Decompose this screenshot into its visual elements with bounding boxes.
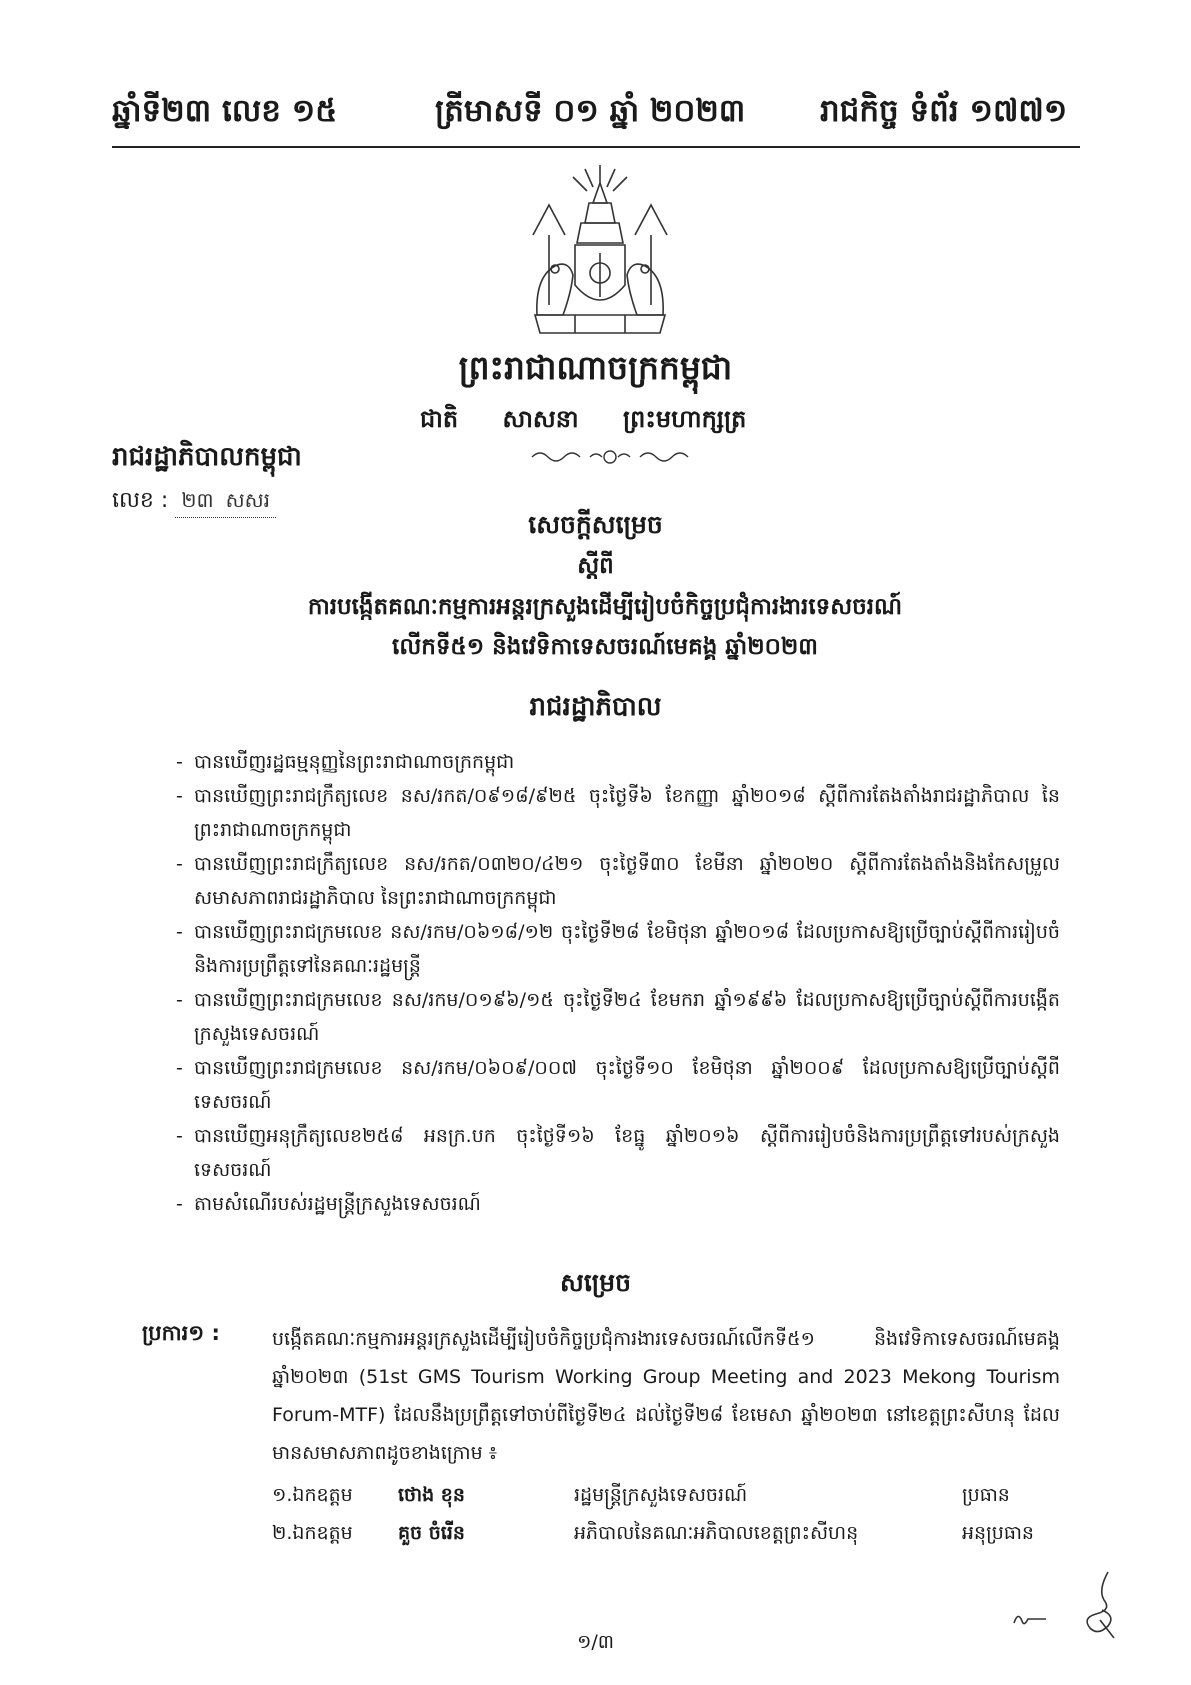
consideration-item: - បានឃើញរដ្ឋធម្មនុញ្ញនៃព្រះរាជាណាចក្រកម្ពុជា (180, 745, 1060, 779)
member-name: ថោង ខុន (398, 1484, 465, 1506)
decision-subject (160, 587, 1050, 667)
article-1-text: បង្កើតគណៈកម្មការអន្តរក្រសួងដើម្បីរៀបចំកិច្ចប្រជុំការងារទេសចរណ៍លើកទី៥១ និងវេទិកាទេសចរណ៍មេគង្គ ឆ្នាំ២០២៣ (51st GMS Tourism Working Group Meeting and 2023 Mekong Tourism Forum-MTF) ដែលនឹងប្រព្រឹត្តទៅចាប់ពីថ្ងៃទី២៤ ដល់ថ្ងៃទី២៨ ខែមេសា ឆ្នាំ២០២៣ នៅខេត្តព្រះសីហនុ ដែលមានសមាសភាពដូចខាងក្រោម ៖ (272, 1328, 1060, 1464)
motto-king: ព្រះមហាក្សត្រ (622, 405, 747, 433)
ornament-divider-icon (530, 447, 690, 467)
considerations-list (180, 745, 1060, 1221)
consideration-item: - បានឃើញអនុក្រឹត្យលេខ២៥៨ អនក្រ.បក ចុះថ្ងៃទី១៦ ខែធ្នូ ឆ្នាំ២០១៦ ស្តីពីការរៀបចំនិងការប្រព្រឹត្តទៅរបស់ក្រសួងទេសចរណ៍ (180, 1119, 1060, 1187)
consideration-item: - បានឃើញព្រះរាជក្រមលេខ នស/រកម/០៦១៨/១២ ចុះថ្ងៃទី២៨ ខែមិថុនា ឆ្នាំ២០១៨ ដែលប្រកាសឱ្យប្រើច្បាប់ស្តីពីការរៀបចំនិងការប្រព្រឹត្តទៅនៃគណៈរដ្ឋមន្ត្រី (180, 915, 1060, 983)
signature-mark-icon (1078, 1570, 1122, 1640)
member-position: អភិបាលនៃគណៈអភិបាលខេត្តព្រះសីហនុ (574, 1522, 859, 1544)
decides-heading: សម្រេច (560, 1268, 631, 1297)
motto-religion: សាសនា (502, 405, 579, 433)
member-role: ប្រធាន (962, 1484, 1010, 1506)
royal-coat-of-arms-emblem (515, 165, 685, 340)
member-row (272, 1476, 1062, 1514)
consideration-item: - តាមសំណើរបស់រដ្ឋមន្ត្រីក្រសួងទេសចរណ៍ (180, 1187, 1060, 1221)
national-motto (420, 404, 782, 439)
gazette-page: រាជកិច្ច ទំព័រ ១៧៧១ (820, 93, 1068, 129)
consideration-item: - បានឃើញព្រះរាជក្រឹត្យលេខ នស/រកត/០៩១៨/៩២៥ ចុះថ្ងៃទី៦ ខែកញ្ញា ឆ្នាំ២០១៨ ស្តីពីការតែងតាំងរាជរដ្ឋាភិបាល នៃព្រះរាជាណាចក្រកម្ពុជា (180, 779, 1060, 847)
page-number: ១/៣ (576, 1631, 615, 1653)
government-label: រាជរដ្ឋាភិបាលកម្ពុជា (112, 442, 302, 472)
gazette-year-issue: ឆ្នាំទី២៣ លេខ ១៥ (112, 93, 338, 129)
member-position: រដ្ឋមន្ត្រីក្រសួងទេសចរណ៍ (574, 1484, 748, 1506)
member-name: គួច ចំរើន (398, 1522, 465, 1544)
consideration-item: - បានឃើញព្រះរាជក្រមលេខ នស/រកម/០៦០៩/០០៧ ចុះថ្ងៃទី១០ ខែមិថុនា ឆ្នាំ២០០៩ ដែលប្រកាសឱ្យប្រើច្បាប់ស្តីពីទេសចរណ៍ (180, 1051, 1060, 1119)
issuing-authority: រាជរដ្ឋាភិបាល (529, 692, 662, 722)
initials-mark-icon (1010, 1605, 1050, 1635)
header-rule (112, 146, 1080, 148)
number-prefix: លេខ : (112, 488, 169, 513)
consideration-item: - បានឃើញព្រះរាជក្រឹត្យលេខ នស/រកត/០៣២០/៤២១ ចុះថ្ងៃទី៣០ ខែមីនា ឆ្នាំ២០២០ ស្តីពីការតែងតាំងនិងកែសម្រួលសមាសភាពរាជរដ្ឋាភិបាល នៃព្រះរាជាណាចក្រកម្ពុជា (180, 847, 1060, 915)
subject-line: លើកទី៥១ និងវេទិកាទេសចរណ៍មេគង្គ ឆ្នាំ២០២៣ (392, 634, 818, 660)
consideration-item: - បានឃើញព្រះរាជក្រមលេខ នស/រកម/០១៩៦/១៥ ចុះថ្ងៃទី២៤ ខែមករា ឆ្នាំ១៩៩៦ ដែលប្រកាសឱ្យប្រើច្បាប់ស្តីពីការបង្កើតក្រសួងទេសចរណ៍ (180, 983, 1060, 1051)
member-title: ១.ឯកឧត្តម (272, 1484, 353, 1506)
subject-word: ស្តីពី (577, 553, 614, 579)
member-title: ២.ឯកឧត្តម (272, 1522, 353, 1544)
number-value: ២៣ សសរ (175, 487, 276, 518)
member-row (272, 1514, 1062, 1552)
kingdom-title: ព្រះរាជាណាចក្រកម្ពុជា (458, 348, 733, 387)
decision-title: សេចក្តីសម្រេច (528, 510, 663, 539)
motto-nation: ជាតិ (420, 405, 459, 433)
member-role: អនុប្រធាន (962, 1522, 1034, 1544)
gazette-quarter: ត្រីមាសទី ០១ ឆ្នាំ ២០២៣ (435, 93, 746, 129)
subject-line: ការបង្កើតគណៈកម្មការអន្តរក្រសួងដើម្បីរៀបចំកិច្ចប្រជុំការងារទេសចរណ៍ (307, 594, 903, 620)
committee-members (272, 1476, 1062, 1552)
article-1-label: ប្រការ១ : (142, 1321, 220, 1345)
